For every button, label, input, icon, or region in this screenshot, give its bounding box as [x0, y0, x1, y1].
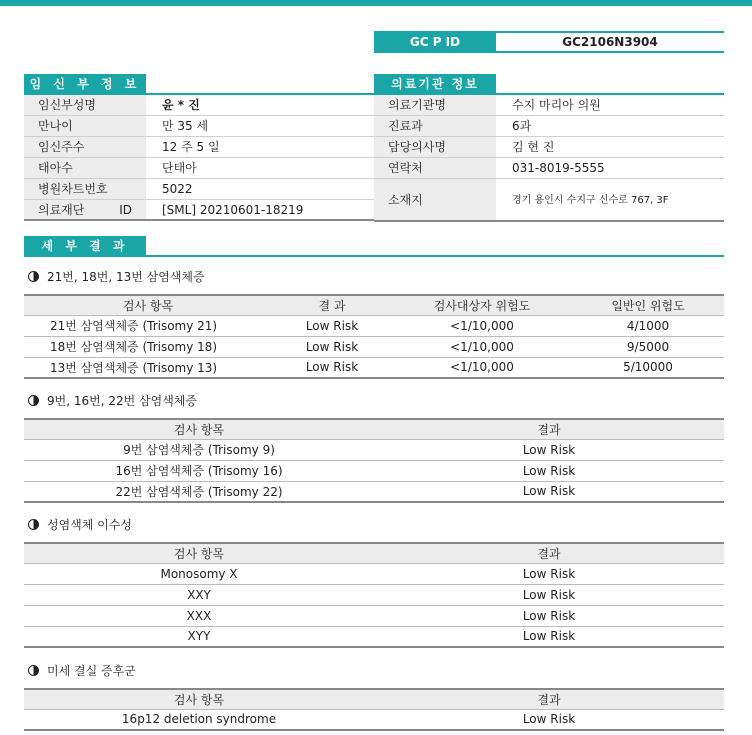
col-header: 검사 항목 [24, 295, 272, 315]
table-cell: Low Risk [374, 584, 724, 605]
patient-fetus-value: 단태아 [162, 161, 197, 175]
section1-title-text: 21번, 18번, 13번 삼염색체증 [47, 270, 205, 284]
table-cell: 13번 삼염색체증 (Trisomy 13) [24, 357, 272, 378]
table-row [24, 626, 724, 647]
col-header: 결 과 [272, 295, 392, 315]
col-header: 검사 항목 [24, 689, 374, 709]
half-circle-icon [28, 665, 39, 676]
table-cell: <1/10,000 [392, 315, 572, 336]
patient-key: 임신주수 [24, 137, 146, 157]
section2-title [28, 392, 197, 409]
table-header-row [24, 419, 724, 439]
patient-foundation-id-value: [SML] 20210601-18219 [162, 203, 304, 217]
table-cell: Low Risk [374, 563, 724, 584]
table-row [24, 481, 724, 502]
table-cell: Low Risk [272, 315, 392, 336]
table-header-row [24, 543, 724, 563]
table-cell: XYY [24, 626, 374, 647]
section2-title-text: 9번, 16번, 22번 삼염색체증 [47, 394, 197, 408]
table-cell: <1/10,000 [392, 357, 572, 378]
col-header: 검사대상자 위험도 [392, 295, 572, 315]
table-cell: Low Risk [374, 709, 724, 730]
table-cell: <1/10,000 [392, 336, 572, 357]
table-cell: 4/1000 [572, 315, 724, 336]
institution-key: 의료기관명 [374, 95, 496, 115]
results-heading: 세 부 결 과 [24, 236, 146, 256]
top-accent-bar [0, 0, 752, 6]
section1-title [28, 268, 205, 285]
institution-phone-value: 031-8019-5555 [512, 161, 605, 175]
patient-chart-value: 5022 [162, 182, 193, 196]
patient-key: 태아수 [24, 158, 146, 178]
patient-row [24, 95, 374, 116]
col-header: 일반인 위험도 [572, 295, 724, 315]
institution-key: 소재지 [374, 179, 496, 220]
table-row [24, 315, 724, 336]
half-circle-icon [28, 519, 39, 530]
patient-info-table [24, 95, 374, 221]
section3-table [24, 542, 724, 648]
col-header: 결과 [374, 689, 724, 709]
institution-doctor-value: 김 현 진 [512, 140, 555, 154]
table-header-row [24, 689, 724, 709]
patient-row [24, 179, 374, 200]
table-row [24, 584, 724, 605]
section1-table [24, 294, 724, 379]
section2-table [24, 418, 724, 503]
patient-row [24, 158, 374, 179]
table-cell: 9/5000 [572, 336, 724, 357]
table-row [24, 709, 724, 730]
institution-row [374, 137, 724, 158]
patient-age-value: 만 35 세 [162, 119, 209, 133]
patient-weeks-value: 12 주 5 일 [162, 140, 220, 154]
patient-row [24, 137, 374, 158]
patient-info-heading: 임 신 부 정 보 [24, 74, 146, 94]
half-circle-icon [28, 395, 39, 406]
table-cell: 16번 삼염색체증 (Trisomy 16) [24, 460, 374, 481]
table-row [24, 563, 724, 584]
patient-key: 병원차트번호 [24, 179, 146, 199]
institution-key: 담당의사명 [374, 137, 496, 157]
table-row [24, 605, 724, 626]
table-header-row [24, 295, 724, 315]
col-header: 결과 [374, 543, 724, 563]
table-cell: XXY [24, 584, 374, 605]
section4-title [28, 662, 136, 679]
section4-table [24, 688, 724, 731]
gcp-id-box [374, 31, 724, 53]
institution-key: 진료과 [374, 116, 496, 136]
patient-row [24, 200, 374, 221]
table-row [24, 357, 724, 378]
institution-row [374, 95, 724, 116]
table-cell: Low Risk [272, 357, 392, 378]
institution-row [374, 158, 724, 179]
table-cell: 5/10000 [572, 357, 724, 378]
table-cell: 9번 삼염색체증 (Trisomy 9) [24, 439, 374, 460]
table-cell: 21번 삼염색체증 (Trisomy 21) [24, 315, 272, 336]
table-row [24, 460, 724, 481]
col-header: 검사 항목 [24, 419, 374, 439]
institution-name-value: 수지 마리아 의원 [512, 98, 601, 112]
patient-row [24, 116, 374, 137]
half-circle-icon [28, 271, 39, 282]
patient-key: 만나이 [24, 116, 146, 136]
gcp-id-value: GC2106N3904 [496, 31, 724, 51]
table-cell: Low Risk [374, 605, 724, 626]
patient-key: 의료재단 ID [24, 200, 146, 219]
institution-info-table [374, 95, 724, 222]
table-cell: Low Risk [374, 626, 724, 647]
institution-row [374, 179, 724, 222]
table-cell: Low Risk [374, 460, 724, 481]
table-cell: Low Risk [374, 481, 724, 502]
institution-row [374, 116, 724, 137]
table-cell: Monosomy X [24, 563, 374, 584]
results-rule [24, 255, 724, 257]
table-cell: 22번 삼염색체증 (Trisomy 22) [24, 481, 374, 502]
table-row [24, 439, 724, 460]
institution-address-value: 경기 용인시 수지구 신수로 767, 3F [512, 195, 669, 206]
patient-key: 임신부성명 [24, 95, 146, 115]
institution-info-heading: 의료기관 정보 [374, 74, 496, 94]
table-row [24, 336, 724, 357]
institution-dept-value: 6과 [512, 119, 532, 133]
table-cell: Low Risk [272, 336, 392, 357]
col-header: 검사 항목 [24, 543, 374, 563]
table-cell: 18번 삼염색체증 (Trisomy 18) [24, 336, 272, 357]
table-cell: Low Risk [374, 439, 724, 460]
section3-title [28, 516, 132, 533]
institution-key: 연락처 [374, 158, 496, 178]
patient-name-value: 윤 * 진 [162, 98, 200, 112]
table-cell: 16p12 deletion syndrome [24, 709, 374, 730]
section3-title-text: 성염색체 이수성 [47, 518, 132, 532]
gcp-id-label: GC P ID [374, 31, 496, 51]
section4-title-text: 미세 결실 증후군 [47, 664, 136, 678]
col-header: 결과 [374, 419, 724, 439]
table-cell: XXX [24, 605, 374, 626]
